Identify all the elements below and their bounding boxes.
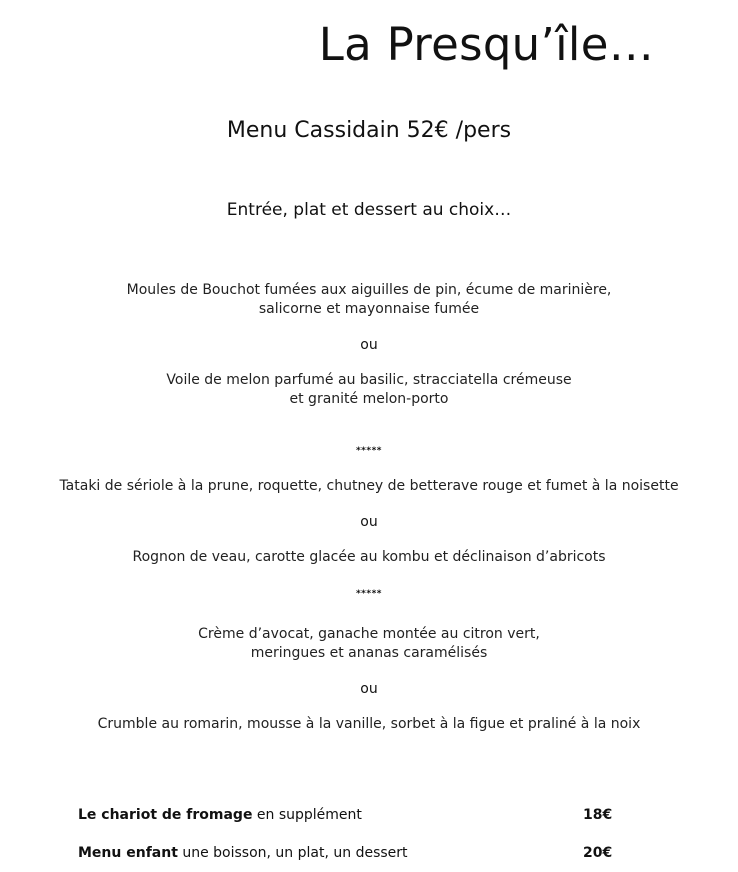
dessert-2: Crumble au romarin, mousse à la vanille, sorbet à la figue et praliné à la noix [97,716,641,732]
menu-subtitle: Entrée, plat et dessert au choix… [226,200,512,220]
separator-1: ***** [355,446,383,456]
kids-menu-label: Menu enfant [78,845,178,861]
kids-menu-description: une boisson, un plat, un dessert [177,845,408,861]
cheese-trolley-description: en supplément [252,807,362,823]
starter-or: ou [360,337,378,353]
starter-2-line-1: Voile de melon parfumé au basilic, stracciatella crémeuse [166,372,572,388]
cheese-trolley-price: 18€ [583,807,613,823]
starter-1-line-2: salicorne et mayonnaise fumée [258,301,480,317]
main-1: Tataki de sériole à la prune, roquette, chutney de betterave rouge et fumet à la noisette [59,478,679,494]
cheese-trolley-row [78,806,638,825]
dessert-1-line-2: meringues et ananas caramélisés [250,645,488,661]
starter-1-line-1: Moules de Bouchot fumées aux aiguilles de pin, écume de marinière, [126,282,612,298]
menu-name: Menu Cassidain 52€ /pers [226,118,512,143]
dessert-1-line-1: Crème d’avocat, ganache montée au citron vert, [198,626,540,642]
kids-menu-row [78,844,638,863]
separator-2: ***** [355,589,383,599]
starter-2-line-2: et granité melon-porto [289,391,449,407]
main-or: ou [360,514,378,530]
kids-menu-price: 20€ [583,845,613,861]
main-2: Rognon de veau, carotte glacée au kombu et déclinaison d’abricots [132,549,606,565]
dessert-or: ou [360,681,378,697]
cheese-trolley-label: Le chariot de fromage [78,807,253,823]
restaurant-name: La Presqu’île… [318,18,654,71]
